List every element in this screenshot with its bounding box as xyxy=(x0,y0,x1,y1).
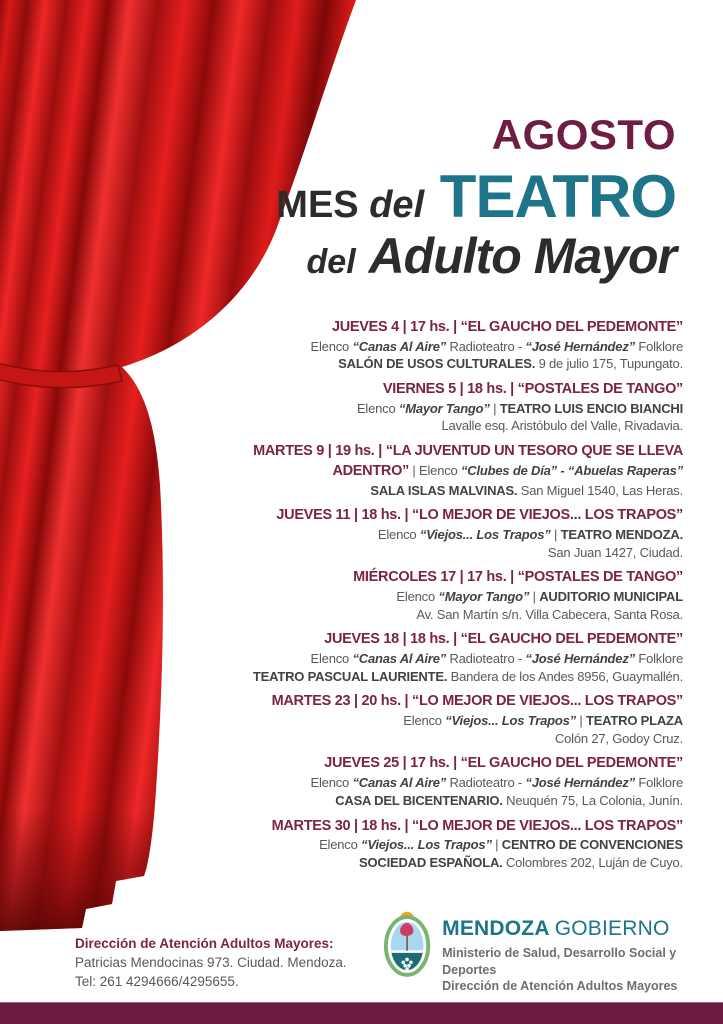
event-line xyxy=(251,442,683,481)
gov-name-gobierno: GOBIERNO xyxy=(554,917,670,940)
event-detail-text: Folklore xyxy=(634,775,683,791)
event-detail-text: “Viejos... Los Trapos” xyxy=(419,526,551,542)
event-detail-text: Elenco xyxy=(319,837,362,853)
event-detail-text: Elenco xyxy=(396,589,439,605)
event-detail-text: TEATRO MENDOZA. xyxy=(560,526,683,542)
event-line xyxy=(251,792,683,810)
event-item xyxy=(251,630,683,685)
event-detail-text: | xyxy=(550,526,561,542)
event-detail-text: | xyxy=(529,589,540,605)
event-detail-text: Neuquén 75, La Colonia, Junín. xyxy=(502,792,683,808)
event-title-text: JUEVES 4 | 17 hs. | “EL GAUCHO DEL PEDEMONTE” xyxy=(331,319,683,335)
footer-address-line1: Patricias Mendocinas 973. Ciudad. Mendoza. xyxy=(75,955,347,971)
footer-address-heading: Dirección de Atención Adultos Mayores: xyxy=(75,936,334,951)
gov-name xyxy=(442,918,723,939)
gov-logo-text xyxy=(442,910,723,995)
event-line xyxy=(251,506,683,526)
event-detail-text: SALÓN DE USOS CULTURALES. xyxy=(338,356,536,372)
event-detail-text: TEATRO PLAZA xyxy=(585,713,683,729)
title-line-adulto xyxy=(276,228,676,284)
event-detail-text: SOCIEDAD ESPAÑOLA. xyxy=(359,854,503,870)
bottom-accent-bar xyxy=(0,1002,723,1024)
event-title-text: MIÉRCOLES 17 | 17 hs. | “POSTALES DE TANGO” xyxy=(353,569,683,586)
event-line xyxy=(251,417,683,435)
mendoza-shield-icon xyxy=(383,910,431,980)
event-title-text: JUEVES 25 | 17 hs. | “EL GAUCHO DEL PEDEMONTE” xyxy=(324,755,683,772)
event-line xyxy=(251,650,683,668)
event-line xyxy=(251,817,683,837)
event-detail-text: | xyxy=(575,713,586,729)
event-detail-text: “Canas Al Aire” xyxy=(352,651,447,667)
event-detail-text: Elenco xyxy=(403,713,446,729)
event-detail-text: “Canas Al Aire” xyxy=(352,775,447,791)
event-line xyxy=(251,730,683,748)
month-heading: AGOSTO xyxy=(491,111,676,158)
event-line xyxy=(251,400,683,418)
title-adulto-mayor: Adulto Mayor xyxy=(368,228,676,284)
event-detail-text: Bandera de los Andes 8956, Guaymallén. xyxy=(447,668,683,684)
event-detail-text: Av. San Martín s/n. Villa Cabecera, Santa Rosa. xyxy=(416,606,683,622)
event-detail-text: 9 de julio 175, Tupungato. xyxy=(535,356,683,372)
event-line xyxy=(251,692,683,712)
event-detail-text: “José Hernández” xyxy=(525,775,635,791)
event-detail-text: Radioteatro - xyxy=(446,651,526,667)
event-line xyxy=(251,338,683,356)
title-del-word: del xyxy=(369,184,425,226)
event-detail-text: Elenco xyxy=(310,775,353,791)
event-detail-text: “Viejos... Los Trapos” xyxy=(361,837,492,853)
title-mes: MES xyxy=(276,184,359,226)
event-detail-text: TEATRO PASCUAL LAURIENTE. xyxy=(252,668,448,684)
title-del xyxy=(359,184,370,226)
event-detail-text: Colón 27, Godoy Cruz. xyxy=(554,730,683,746)
event-detail-text: Radioteatro - xyxy=(446,775,526,791)
event-line xyxy=(251,380,683,400)
event-line xyxy=(251,668,683,686)
event-title-text: VIERNES 5 | 18 hs. | “POSTALES DE TANGO” xyxy=(382,381,683,398)
event-line xyxy=(251,630,683,650)
event-detail-text: TEATRO LUIS ENCIO BIANCHI xyxy=(499,400,683,416)
title-del2-word: del xyxy=(306,243,356,281)
event-detail-text: Elenco xyxy=(310,338,353,354)
title-adulto-word xyxy=(356,228,369,284)
event-line xyxy=(251,712,683,730)
event-detail-text: “José Hernández” xyxy=(525,651,635,667)
event-title-text: JUEVES 11 | 18 hs. | “LO MEJOR DE VIEJOS... LOS TRAPOS” xyxy=(276,507,683,524)
event-detail-text: “Clubes de Día” - “Abuelas Raperas” xyxy=(460,462,683,478)
event-item xyxy=(251,380,683,435)
event-title-text: MARTES 30 | 18 hs. | “LO MEJOR DE VIEJOS... LOS TRAPOS” xyxy=(271,817,683,834)
event-item xyxy=(251,568,683,623)
footer-address xyxy=(75,934,347,991)
event-detail-text: | Elenco xyxy=(409,462,461,478)
event-detail-text: Lavalle esq. Aristóbulo del Valle, Rivadavia. xyxy=(441,418,683,434)
event-detail-text: “Mayor Tango” xyxy=(398,400,490,416)
title-teatro xyxy=(424,163,440,230)
event-line xyxy=(251,318,683,338)
event-line xyxy=(251,526,683,544)
event-line xyxy=(251,606,683,624)
event-detail-text: | xyxy=(489,400,500,416)
event-title-text: MARTES 23 | 20 hs. | “LO MEJOR DE VIEJOS... LOS TRAPOS” xyxy=(271,693,683,710)
event-title-text: JUEVES 18 | 18 hs. | “EL GAUCHO DEL PEDEMONTE” xyxy=(324,631,683,648)
event-item xyxy=(251,318,683,373)
event-line xyxy=(251,754,683,774)
event-item xyxy=(251,442,683,499)
event-line xyxy=(251,355,683,373)
event-title-text: MARTES 9 | 19 hs. | “LA JUVENTUD UN TESORO QUE SE LLEVA ADENTRO” xyxy=(253,443,683,479)
event-line xyxy=(251,854,683,872)
event-detail-text: SALA ISLAS MALVINAS. xyxy=(370,482,518,498)
event-detail-text: San Juan 1427, Ciudad. xyxy=(547,544,683,560)
event-detail-text: AUDITORIO MUNICIPAL xyxy=(539,589,683,605)
poster-title xyxy=(276,111,676,284)
event-detail-text: Radioteatro - xyxy=(446,338,526,354)
event-item xyxy=(251,506,683,561)
event-detail-text: San Miguel 1540, Las Heras. xyxy=(517,482,683,498)
event-detail-text: Folklore xyxy=(634,338,683,354)
event-line xyxy=(251,836,683,854)
title-teatro-word: TEATRO xyxy=(439,163,676,230)
event-detail-text: CASA DEL BICENTENARIO. xyxy=(335,792,503,808)
event-line xyxy=(251,588,683,606)
event-item xyxy=(251,817,683,872)
event-detail-text: “Viejos... Los Trapos” xyxy=(445,713,576,729)
gov-ministry-line: Ministerio de Salud, Desarrollo Social y Deportes xyxy=(442,946,677,977)
event-detail-text: Folklore xyxy=(634,651,683,667)
event-detail-text: Elenco xyxy=(310,651,353,667)
mendoza-gobierno-logo xyxy=(383,910,723,995)
event-item xyxy=(251,692,683,747)
event-detail-text: “Mayor Tango” xyxy=(438,589,530,605)
event-detail-text: Elenco xyxy=(377,526,420,542)
event-line xyxy=(251,482,683,500)
event-detail-text: Elenco xyxy=(356,400,399,416)
title-line-teatro xyxy=(276,163,676,230)
event-line xyxy=(251,544,683,562)
event-detail-text: “José Hernández” xyxy=(525,338,635,354)
event-detail-text: CENTRO DE CONVENCIONES xyxy=(501,837,683,853)
event-item xyxy=(251,754,683,809)
event-detail-text: “Canas Al Aire” xyxy=(352,338,447,354)
gov-sub-lines xyxy=(442,945,723,995)
event-line xyxy=(251,774,683,792)
gov-direction-line: Dirección de Atención Adultos Mayores xyxy=(442,979,678,993)
footer-address-line2: Tel: 261 4294666/4295655. xyxy=(75,974,239,990)
events-list xyxy=(251,318,683,879)
gov-name-mendoza: MENDOZA xyxy=(442,917,550,940)
event-detail-text: | xyxy=(491,837,502,853)
event-line xyxy=(251,568,683,588)
event-detail-text: Colombres 202, Luján de Cuyo. xyxy=(502,854,683,870)
